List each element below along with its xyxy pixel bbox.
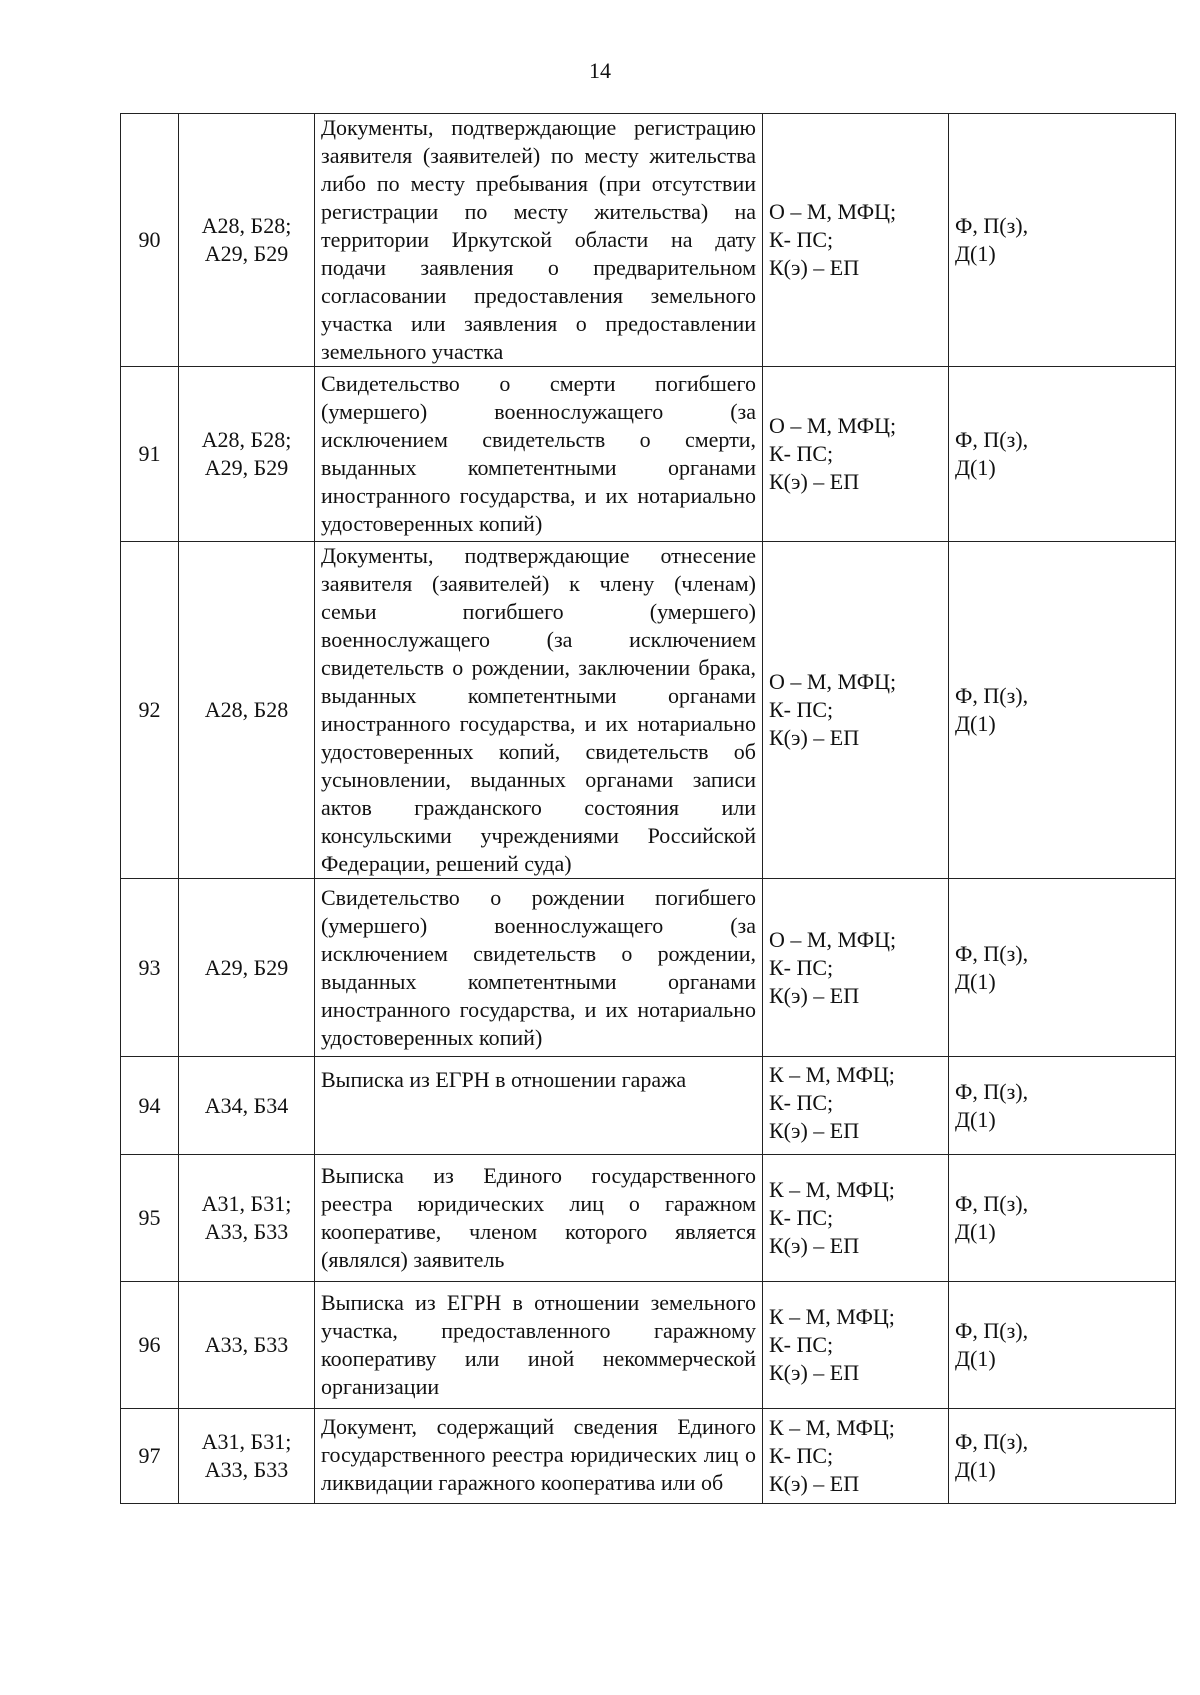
row-number: 90 <box>121 114 179 367</box>
row-codes <box>179 114 315 367</box>
form-line: Д(1) <box>955 241 996 266</box>
row-source <box>763 1057 949 1155</box>
row-number: 91 <box>121 367 179 542</box>
row-description: Документы, подтверждающие регистрацию заявителя (заявителей) по месту жительства либо по месту пребывания (при отсутствии регистрации по месту жительства) на территории Иркутской области на дату подачи заявления о предварительном согласовании предоставления земельного участка или заявления о предоставлении земельного участка <box>315 114 763 367</box>
form-line: Ф, П(з), <box>955 1078 1029 1104</box>
page-number: 14 <box>589 58 611 83</box>
row-description: Выписка из ЕГРН в отношении земельного участка, предоставленного гаражному кооперативу или иной некоммерческой организации <box>315 1282 763 1409</box>
source-line: К- ПС; <box>769 954 834 980</box>
form-line: Д(1) <box>955 968 996 994</box>
source-line: К(э) – ЕП <box>769 1118 860 1143</box>
row-number: 96 <box>121 1282 179 1409</box>
row-description: Документы, подтверждающие отнесение заявителя (заявителей) к члену (членам) семьи погибшего (умершего) военнослужащего (за исключением свидетельств о рождении, заключении брака, выданных компетентными органами иностранного государства, и их нотариально удостоверенных копий, свидетельств об усыновлении, выданных органами записи актов гражданского состояния или консульскими учреждениями Российской Федерации, решений суда) <box>315 542 763 879</box>
row-description: Свидетельство о смерти погибшего (умершего) военнослужащего (за исключением свидетельств о смерти, выданных компетентными органами иностранного государства, и их нотариально удостоверенных копий) <box>315 367 763 542</box>
source-line: К(э) – ЕП <box>769 1471 860 1496</box>
row-form <box>949 1282 1176 1409</box>
row-source <box>763 1155 949 1282</box>
source-line: К- ПС; <box>769 1090 834 1115</box>
row-source <box>763 1282 949 1409</box>
form-line: Ф, П(з), <box>955 427 1029 452</box>
code-line: А29, Б29 <box>204 241 289 266</box>
form-line: Д(1) <box>955 1346 996 1371</box>
row-source <box>763 542 949 879</box>
source-line: К(э) – ЕП <box>769 1360 860 1385</box>
table-row <box>121 542 1176 879</box>
form-line: Ф, П(з), <box>955 940 1029 966</box>
row-form <box>949 114 1176 367</box>
code-line: А33, Б33 <box>204 1332 289 1357</box>
code-line: А28, Б28; <box>201 427 292 452</box>
row-description: Выписка из Единого государственного реестра юридических лиц о гаражном кооперативе, членом которого является (являлся) заявитель <box>315 1155 763 1282</box>
source-line: К(э) – ЕП <box>769 1233 860 1258</box>
form-line: Ф, П(з), <box>955 1191 1029 1216</box>
row-form <box>949 879 1176 1057</box>
row-number: 92 <box>121 542 179 879</box>
row-codes <box>179 1409 315 1504</box>
row-number: 94 <box>121 1057 179 1155</box>
table-row <box>121 114 1176 367</box>
form-line: Д(1) <box>955 1457 996 1482</box>
code-line: А28, Б28 <box>204 697 289 722</box>
table-row <box>121 879 1176 1057</box>
row-form <box>949 542 1176 879</box>
form-line: Ф, П(з), <box>955 1429 1029 1454</box>
source-line: К(э) – ЕП <box>769 469 860 494</box>
row-source <box>763 367 949 542</box>
row-source <box>763 1409 949 1504</box>
form-line: Ф, П(з), <box>955 213 1029 238</box>
table-row <box>121 1409 1176 1504</box>
source-line: О – М, МФЦ; <box>769 926 897 952</box>
row-codes <box>179 367 315 542</box>
row-description: Выписка из ЕГРН в отношении гаража <box>315 1057 763 1155</box>
row-description: Свидетельство о рождении погибшего (умершего) военнослужащего (за исключением свидетельств о рождении, выданных компетентными органами иностранного государства, и их нотариально удостоверенных копий) <box>315 879 763 1057</box>
row-codes <box>179 542 315 879</box>
source-line: О – М, МФЦ; <box>769 199 897 224</box>
row-source <box>763 114 949 367</box>
source-line: К- ПС; <box>769 227 834 252</box>
code-line: А34, Б34 <box>204 1092 289 1118</box>
source-line: К- ПС; <box>769 697 834 722</box>
source-line: К- ПС; <box>769 1443 834 1468</box>
code-line: А31, Б31; <box>201 1191 292 1216</box>
code-line: А28, Б28; <box>201 213 292 238</box>
code-line: А29, Б29 <box>204 455 289 480</box>
source-line: К – М, МФЦ; <box>769 1062 895 1087</box>
row-codes <box>179 1282 315 1409</box>
form-line: Д(1) <box>955 455 996 480</box>
code-line: А33, Б33 <box>204 1457 289 1482</box>
table-row <box>121 1155 1176 1282</box>
row-codes <box>179 879 315 1057</box>
form-line: Д(1) <box>955 1106 996 1132</box>
source-line: К – М, МФЦ; <box>769 1415 895 1440</box>
source-line: О – М, МФЦ; <box>769 413 897 438</box>
source-line: К(э) – ЕП <box>769 255 860 280</box>
row-form <box>949 1409 1176 1504</box>
row-number: 97 <box>121 1409 179 1504</box>
row-form <box>949 367 1176 542</box>
row-form <box>949 1057 1176 1155</box>
source-line: К- ПС; <box>769 1332 834 1357</box>
table-row <box>121 1057 1176 1155</box>
form-line: Ф, П(з), <box>955 683 1029 708</box>
row-form <box>949 1155 1176 1282</box>
row-number: 93 <box>121 879 179 1057</box>
row-source <box>763 879 949 1057</box>
source-line: К- ПС; <box>769 441 834 466</box>
code-line: А29, Б29 <box>204 954 289 980</box>
form-line: Ф, П(з), <box>955 1318 1029 1343</box>
row-number: 95 <box>121 1155 179 1282</box>
form-line: Д(1) <box>955 1219 996 1244</box>
table-row <box>121 1282 1176 1409</box>
form-line: Д(1) <box>955 711 996 736</box>
row-description: Документ, содержащий сведения Единого государственного реестра юридических лиц о ликвидации гаражного кооператива или об <box>315 1409 763 1504</box>
documents-table <box>120 113 1176 1504</box>
row-codes <box>179 1057 315 1155</box>
source-line: О – М, МФЦ; <box>769 669 897 694</box>
row-codes <box>179 1155 315 1282</box>
table-row <box>121 367 1176 542</box>
source-line: К(э) – ЕП <box>769 725 860 750</box>
source-line: К(э) – ЕП <box>769 982 860 1008</box>
code-line: А33, Б33 <box>204 1219 289 1244</box>
source-line: К- ПС; <box>769 1205 834 1230</box>
source-line: К – М, МФЦ; <box>769 1177 895 1202</box>
code-line: А31, Б31; <box>201 1429 292 1454</box>
source-line: К – М, МФЦ; <box>769 1304 895 1329</box>
